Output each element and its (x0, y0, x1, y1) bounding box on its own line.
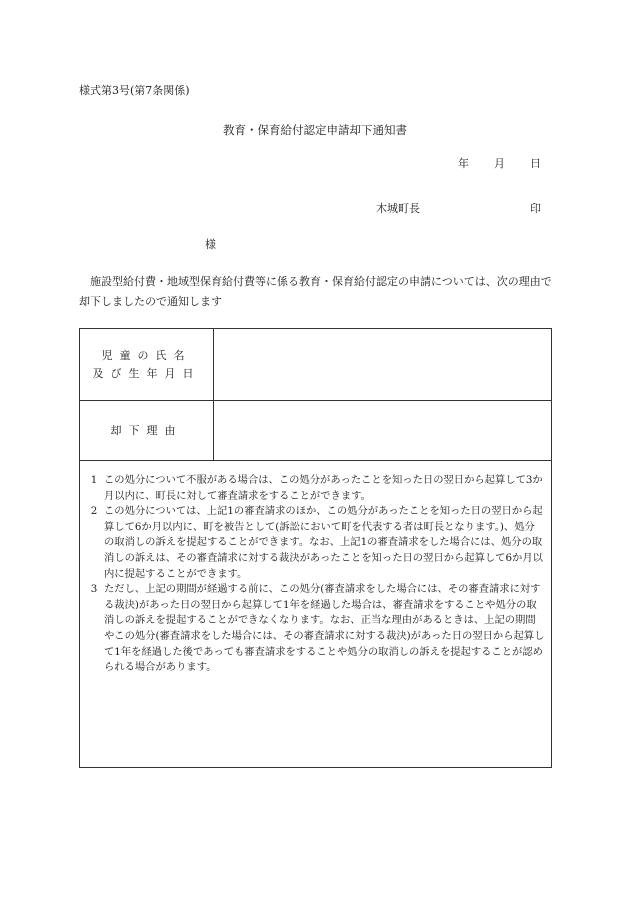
issuer-name: 木城町長 (376, 202, 420, 215)
document-title: 教育・保育給付認定申請却下通知書 (223, 123, 407, 137)
notes-row (80, 461, 552, 768)
date-month-label: 月 (494, 157, 505, 170)
note-item (84, 473, 545, 504)
birthdate-label: 及び生年月日 (92, 366, 201, 380)
date-day-label: 日 (530, 157, 541, 170)
rejection-reason-row (80, 401, 552, 461)
child-info-row (80, 329, 552, 401)
form-number: 様式第3号(第7条関係) (79, 84, 190, 97)
rejection-reason-value (214, 401, 552, 461)
note-text: ただし、上記の期間が経過する前に、この処分(審査請求をした場合には、その審査請求に対する裁決)があった日の翌日から起算して1年を経過した場合は、審査請求をすることや処分の取消しの訴えを提起することができなくなります。なお、正当な理由があるときは、上記の期間やこの処分(審査請求をした場合には、その審査請求に対する裁決)があった日の翌日から起算して1年を経過した後であっても審査請求をすることや処分の取消しの訴えを提起することが認められる場合があります。 (104, 583, 545, 674)
notes-cell (80, 461, 552, 768)
note-item (84, 504, 545, 582)
child-name-label: 児童の氏名 (101, 348, 192, 362)
child-info-label (80, 329, 214, 401)
notice-table (79, 328, 552, 768)
child-info-value (214, 329, 552, 401)
note-text: この処分について不服がある場合は、この処分があったことを知った日の翌日から起算して3か月以内に、町長に対して審査請求をすることができます。 (104, 474, 543, 502)
notes-list (80, 461, 551, 676)
note-text: この処分については、上記1の審査請求のほか、この処分があったことを知った日の翌日から起算して6か月以内に、町を被告として(訴訟において町を代表する者は町長となります。)、処分の取消しの訴えを提起することができます。なお、上記1の審査請求をした場合には、処分の取消しの訴えは、その審査請求に対する裁決があったことを知った日の翌日から起算して6か月以内に提起することができます。 (104, 505, 543, 580)
date-year-label: 年 (458, 157, 469, 170)
note-number: 2 (90, 505, 98, 518)
note-item (84, 582, 545, 676)
note-number: 1 (90, 474, 98, 486)
notice-body-text: 施設型給付費・地域型保育給付費等に係る教育・保育給付認定の申請については、次の理由で却下しましたので通知します (79, 275, 552, 308)
recipient-honorific: 様 (205, 238, 216, 251)
rejection-reason-label: 却下理由 (80, 401, 214, 461)
note-number: 3 (90, 583, 98, 596)
seal-mark: 印 (530, 202, 541, 215)
